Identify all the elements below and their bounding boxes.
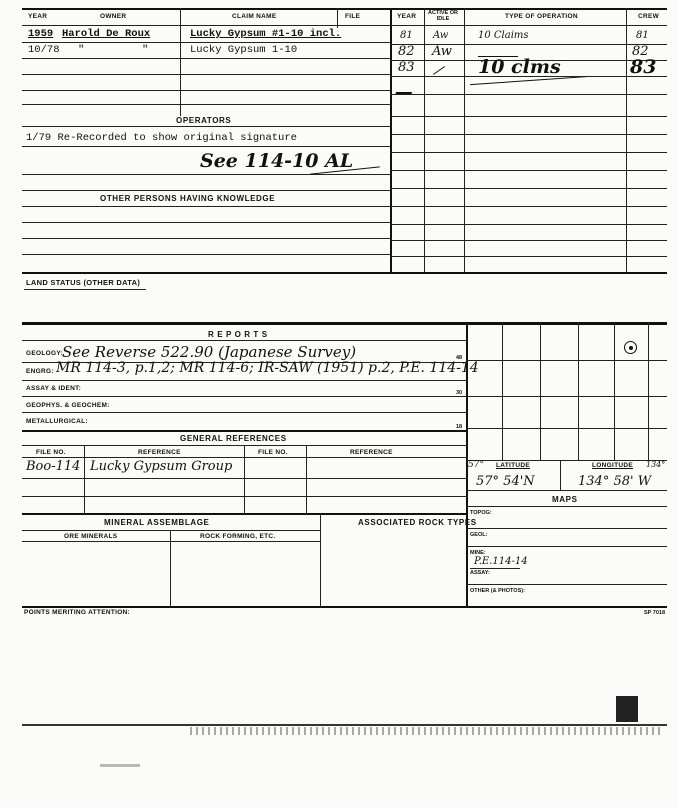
vline-type-crew <box>626 8 627 273</box>
maps-topog-line <box>466 528 667 529</box>
other-persons-line-1 <box>22 206 390 207</box>
owner-row-2-year: 10/78 <box>28 44 60 56</box>
ops-line-6 <box>390 134 667 135</box>
owner-row-2-owner: " <box>78 44 85 56</box>
owner-row-2-claim: Lucky Gypsum 1-10 <box>190 44 298 56</box>
operators-line-a <box>22 146 390 147</box>
operators-line-b <box>22 174 390 175</box>
assay-line <box>22 396 468 397</box>
scan-noise-band <box>190 727 660 735</box>
grid-vline-3 <box>578 322 579 460</box>
gr-vline-1 <box>84 445 85 513</box>
location-marker-icon <box>624 341 637 354</box>
gr-row-line-1 <box>22 478 468 479</box>
scan-blot <box>616 696 638 722</box>
rock-forming-label: ROCK FORMING, ETC. <box>200 533 276 540</box>
header-type-of-operation: TYPE OF OPERATION <box>505 13 578 20</box>
gr-header-line <box>22 457 468 458</box>
mineral-header-line <box>22 541 320 542</box>
vline-main-split <box>390 8 392 273</box>
longitude-label: LONGITUDE <box>592 462 633 469</box>
maps-title-line <box>466 506 667 507</box>
grid-hline-1 <box>466 360 667 361</box>
ops-line-9 <box>390 188 667 189</box>
longitude-value: 134° 58' W <box>578 474 652 489</box>
ops-line-5 <box>390 116 667 117</box>
ops-line-3 <box>390 76 667 77</box>
grid-hline-3 <box>466 428 667 429</box>
ops-line-10 <box>390 206 667 207</box>
ops-row-3-year: 83 <box>398 60 415 75</box>
gr-vline-2 <box>244 445 245 513</box>
ops-line-8 <box>390 170 667 171</box>
owner-row-line-2 <box>22 58 390 59</box>
ops-row-3-check <box>433 66 445 75</box>
metallurgical-label: METALLURGICAL: <box>26 418 88 425</box>
land-status-underline <box>24 289 146 290</box>
operators-line-1: 1/79 Re-Recorded to show original signature <box>26 132 297 144</box>
maps-mine-underline <box>470 568 520 569</box>
gr-bottom-line <box>22 513 468 515</box>
associated-rock-types-title: ASSOCIATED ROCK TYPES <box>358 518 477 527</box>
gr-reference-1: REFERENCE <box>138 449 181 456</box>
other-persons-title: OTHER PERSONS HAVING KNOWLEDGE <box>100 194 276 203</box>
maps-geol-line <box>466 546 667 547</box>
grid-hline-2 <box>466 396 667 397</box>
latitude-label: LATITUDE <box>496 462 531 469</box>
owner-row-1-owner: Harold De Roux <box>62 28 151 40</box>
mineral-vline-mid <box>170 530 171 608</box>
reports-title: R E P O R T S <box>208 330 268 339</box>
vline-active-type <box>464 8 465 273</box>
geology-value: See Reverse 522.90 (Japanese Survey) <box>62 343 357 361</box>
vline-owner-claim <box>180 8 181 116</box>
maps-geol: GEOL: <box>470 532 488 538</box>
maps-mine: MINE: <box>470 550 486 556</box>
ops-row-3-type: 10 clms <box>478 56 561 78</box>
maps-topog: TOPOG: <box>470 510 492 516</box>
general-references-title-line <box>22 445 468 446</box>
ops-line-11 <box>390 224 667 225</box>
ops-row-1-type: 10 Claims <box>478 30 529 41</box>
operators-title: OPERATORS <box>176 116 232 125</box>
grid-vline-1 <box>502 322 503 460</box>
ore-minerals-label: ORE MINERALS <box>64 533 118 540</box>
ops-row-2-year: 82 <box>398 44 415 59</box>
margin-18: 18 <box>456 424 463 430</box>
header-year-2: YEAR <box>397 13 417 20</box>
owner-row-line-5 <box>22 104 390 105</box>
header-bottom-line <box>22 25 667 26</box>
owner-row-line-3 <box>22 74 390 75</box>
header-owner: OWNER <box>100 13 127 20</box>
gr-row-line-2 <box>22 496 468 497</box>
latlon-bottom-line <box>466 490 667 491</box>
latitude-value: 57° 54'N <box>476 474 535 489</box>
mineral-bottom-line <box>22 606 667 608</box>
operators-title-line <box>22 126 390 127</box>
lat-prefix: 57° <box>468 460 484 470</box>
maps-other: OTHER (& PHOTOS): <box>470 588 525 594</box>
scan-edge-line <box>22 724 667 726</box>
mineral-assemblage-title: MINERAL ASSEMBLAGE <box>104 518 210 527</box>
other-persons-line-2 <box>22 222 390 223</box>
other-persons-line-4 <box>22 254 390 255</box>
ops-row-4-mark <box>395 80 416 94</box>
grid-vline-5 <box>648 322 649 460</box>
land-status-title: LAND STATUS (OTHER DATA) <box>26 278 141 287</box>
engrg-label: ENGRG: <box>26 368 54 375</box>
points-meriting-attention: POINTS MERITING ATTENTION: <box>24 609 131 616</box>
header-year: YEAR <box>28 13 48 20</box>
gr-row1-ref: Lucky Gypsum Group <box>90 459 233 474</box>
header-crew: CREW <box>638 13 660 20</box>
geophys-label: GEOPHYS. & GEOCHEM: <box>26 402 110 409</box>
lon-suffix: 134° <box>646 460 666 469</box>
ops-row-3-crew: 83 <box>630 56 657 78</box>
mineral-title-line <box>22 530 320 531</box>
maps-mine-value: P.E.114-14 <box>474 556 528 567</box>
ops-row-1-status: Aw <box>433 30 449 41</box>
gr-vline-3 <box>306 445 307 513</box>
ops-row-2-status: Aw <box>432 44 452 59</box>
top-block-bottom-border <box>22 272 667 274</box>
engrg-value: MR 114-3, p.1,2; MR 114-6; IR-SAW (1951) p.2, P.E. 114-14 <box>56 360 479 376</box>
maps-assay-line <box>466 584 667 585</box>
latlon-divider <box>560 460 561 490</box>
reports-title-line <box>22 340 468 341</box>
owner-row-2-ditto: " <box>142 44 149 56</box>
gr-row1-file: Boo-114 <box>26 459 81 474</box>
assay-label: ASSAY & IDENT: <box>26 385 82 392</box>
grid-bottom-line <box>466 460 667 461</box>
header-active-or-idle: ACTIVE OR IDLE <box>428 10 458 22</box>
ops-line-13 <box>390 256 667 257</box>
gr-reference-2: REFERENCE <box>350 449 393 456</box>
owner-row-line-1 <box>22 42 390 43</box>
geophys-line <box>22 412 468 413</box>
mineral-vline-assoc <box>320 513 321 608</box>
ops-row-2-crew: 82 <box>632 44 649 59</box>
land-status-bottom-border <box>22 322 667 325</box>
engrg-line <box>22 380 468 381</box>
owner-row-1-year: 1959 <box>28 28 54 40</box>
scan-smudge <box>100 764 140 767</box>
margin-48: 48 <box>456 355 463 361</box>
ops-row-1-year: 81 <box>400 30 413 41</box>
other-persons-line-3 <box>22 238 390 239</box>
gr-file-no-2: FILE NO. <box>258 449 288 456</box>
ops-line-4 <box>390 94 667 95</box>
ops-line-7 <box>390 152 667 153</box>
operators-line-c <box>22 190 390 191</box>
operators-line-2: See 114-10 AL <box>200 150 354 172</box>
form-number: SP 7018 <box>644 610 666 616</box>
margin-30: 30 <box>456 390 463 396</box>
owner-row-line-4 <box>22 90 390 91</box>
vline-year-active <box>424 8 425 273</box>
vline-claim-file <box>337 8 338 28</box>
owner-row-1-claim: Lucky Gypsum #1-10 incl. <box>190 28 342 40</box>
geology-label: GEOLOGY: <box>26 350 63 357</box>
top-border <box>22 8 667 10</box>
grid-vline-2 <box>540 322 541 460</box>
maps-title: MAPS <box>552 495 578 504</box>
header-file: FILE <box>345 13 361 20</box>
header-claim-name: CLAIM NAME <box>232 13 277 20</box>
maps-assay: ASSAY: <box>470 570 490 576</box>
gr-file-no-1: FILE NO. <box>36 449 66 456</box>
ops-row-1-crew: 81 <box>636 30 649 41</box>
ops-line-12 <box>390 240 667 241</box>
general-references-title: GENERAL REFERENCES <box>180 434 287 443</box>
metallurgical-line <box>22 430 468 432</box>
grid-vline-4 <box>614 322 615 460</box>
